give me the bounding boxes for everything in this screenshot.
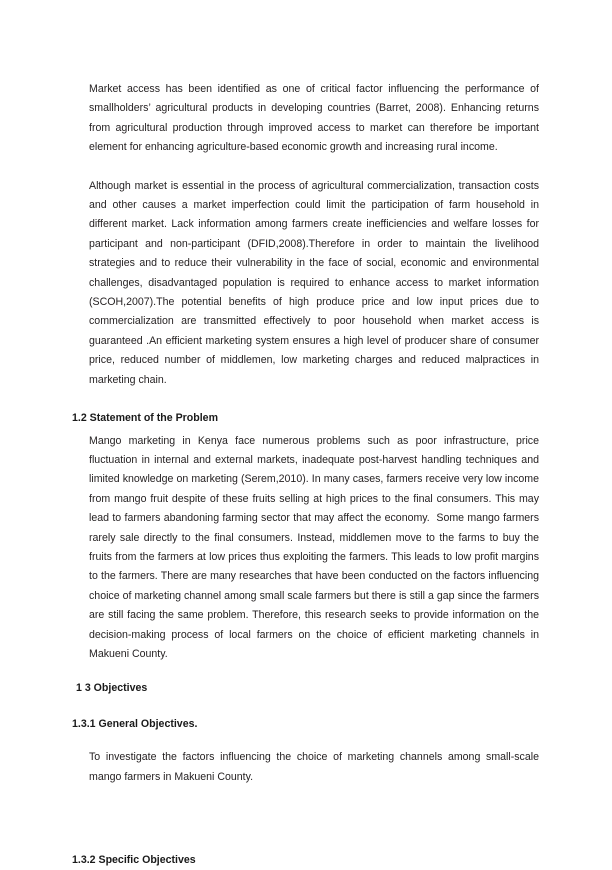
heading-general-objectives: 1.3.1 General Objectives.	[72, 717, 198, 730]
heading-objectives: 1 3 Objectives	[76, 682, 148, 695]
document-content	[72, 80, 542, 870]
heading-specific-objectives: 1.3.2 Specific Objectives	[72, 854, 196, 866]
intro-paragraph-market-commercialization: Although market is essential in the process of agricultural commercialization, transaction costs and other causes a market imperfection could limit the participation of farm household in different market. Lack information among farmers create inefficiencies and welfare losses for participant and non-participant (DFID,2008).Therefore in order to maintain the livelihood strategies and to reduce their vulnerability in the face of social, economic and environmental challenges, disadvantaged population is required to enhance access to market information (SCOH,2007).The potential benefits of high produce price and low input prices due to commercialization are transmitted effectively to poor household when market access is guaranteed .An efficient marketing system ensures a high level of producer share of consumer price, reduced number of middlemen, low marketing charges and reduced malpractices in marketing chain.	[89, 179, 542, 386]
paragraph-general-objectives: To investigate the factors influencing the choice of marketing channels among small-scale mango farmers in Makueni County.	[89, 751, 542, 783]
paragraph-statement-of-the-problem: Mango marketing in Kenya face numerous problems such as poor infrastructure, price fluctuation in internal and external markets, inadequate post-harvest handling techniques and limited knowledge on marketing (Serem,2010). In many cases, farmers receive very low income from mango fruit despite of these fruits selling at high prices to the final consumers. This may lead to farmers abandoning farming sector that may affect the economy. Some mango farmers rarely sale directly to the final consumers. Instead, middlemen move to the farms to buy the fruits from the farmers at low prices thus exploiting the farmers. This leads to low profit margins to the farmers. There are many researches that have been conducted on the factors influencing choice of marketing channel among small scale farmers but there is still a gap since the farmers are still facing the same problem. Therefore, this research seeks to provide information on the decision-making process of local farmers on the choice of efficient marketing channels in Makueni County.	[89, 434, 542, 660]
intro-paragraph-market-access: Market access has been identified as one of critical factor influencing the performance of smallholders’ agricultural products in developing countries (Barret, 2008). Enhancing returns from agricultural production through improved access to market can therefore be important element for enhancing agriculture-based economic growth and increasing rural income.	[89, 83, 542, 154]
heading-statement-of-the-problem: 1.2 Statement of the Problem	[72, 412, 218, 425]
